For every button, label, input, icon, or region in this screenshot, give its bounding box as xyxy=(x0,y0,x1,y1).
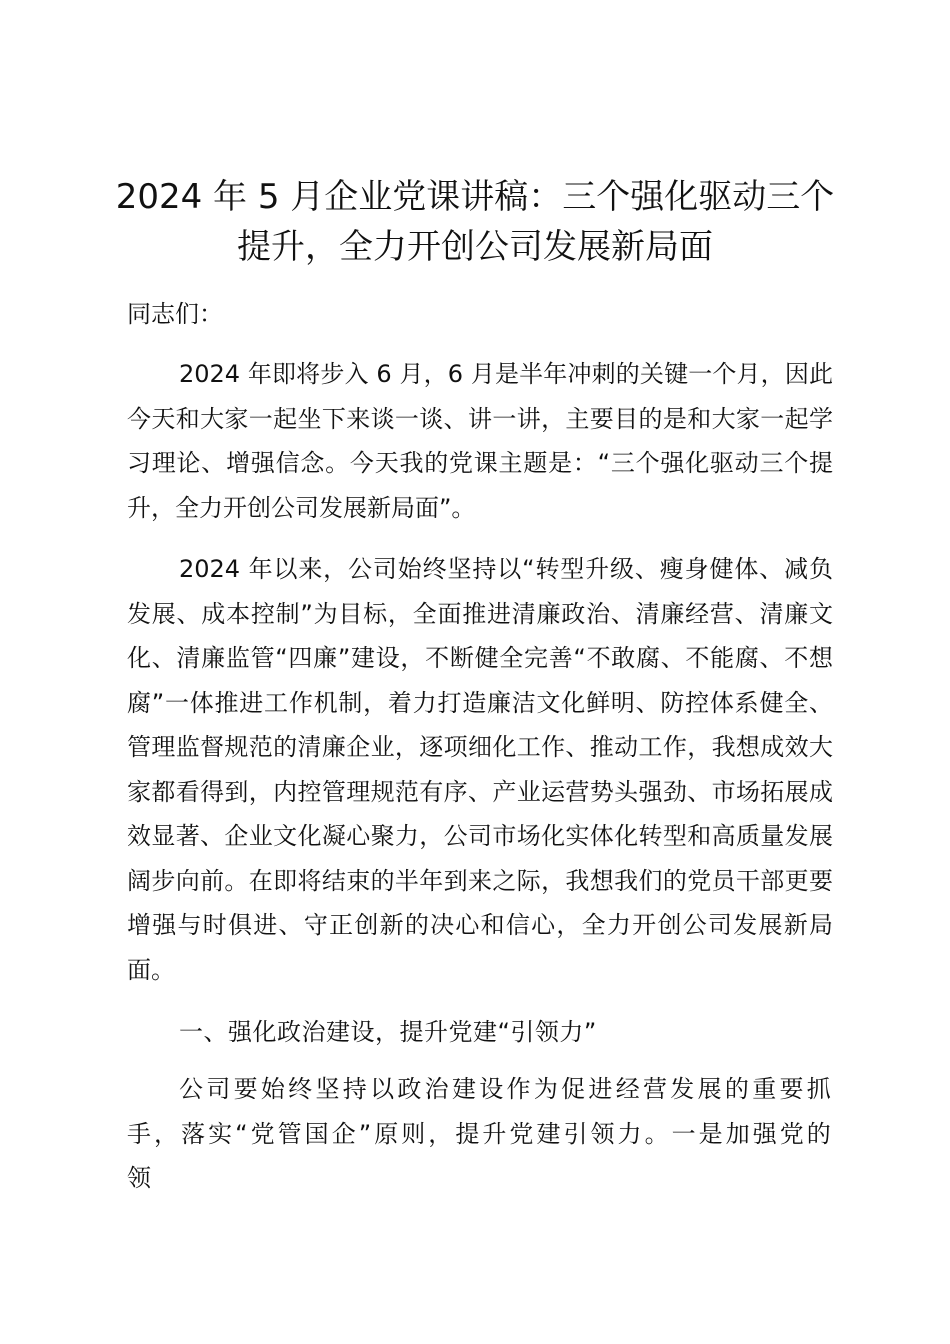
body-paragraph-2: 2024 年以来，公司始终坚持以“转型升级、瘦身健体、减负发展、成本控制”为目标，全面推进清廉政治、清廉经营、清廉文化、清廉监管“四廉”建设，不断健全完善“不敢腐、不能腐、不想腐”一体推进工作机制，着力打造廉洁文化鲜明、防控体系健全、管理监督规范的清廉企业，逐项细化工作、推动工作，我想成效大家都看得到，内控管理规范有序、产业运营势头强劲、市场拓展成效显著、企业文化凝心聚力，公司市场化实体化转型和高质量发展阔步向前。在即将结束的半年到来之际，我想我们的党员干部更要增强与时俱进、守正创新的决心和信心，全力开创公司发展新局面。 xyxy=(127,555,833,984)
section-1-paragraph: 公司要始终坚持以政治建设作为促进经营发展的重要抓手，落实“党管国企”原则，提升党建引领力。一是加强党的领 xyxy=(127,1075,833,1192)
salutation: 同志们： xyxy=(127,300,223,328)
section-heading-1: 一、强化政治建设，提升党建“引领力” xyxy=(179,1018,597,1046)
body-paragraph-1: 2024 年即将步入 6 月，6 月是半年冲刺的关键一个月，因此今天和大家一起坐下来谈一谈、讲一讲，主要目的是和大家一起学习理论、增强信念。今天我的党课主题是：“三个强化驱动三个提升，全力开创公司发展新局面”。 xyxy=(127,360,833,522)
document-title: 2024 年 5 月企业党课讲稿：三个强化驱动三个提升，全力开创公司发展新局面 xyxy=(115,177,835,267)
